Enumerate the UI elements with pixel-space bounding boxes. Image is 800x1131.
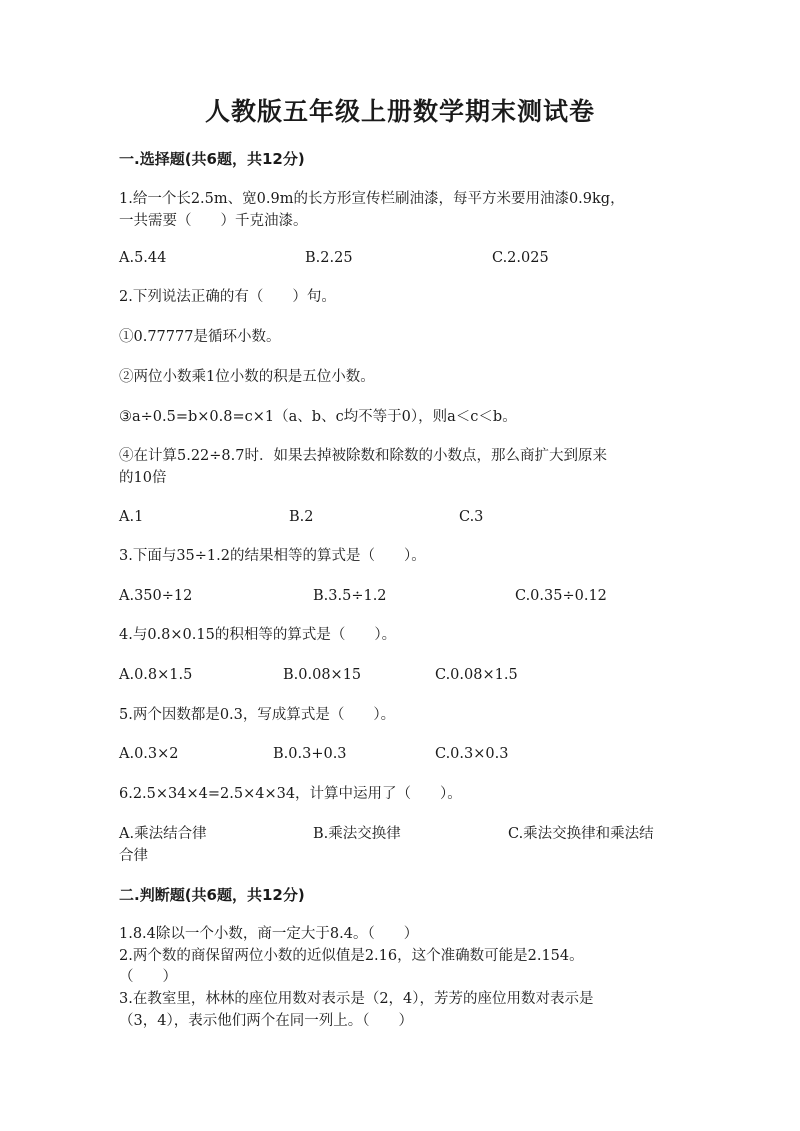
question-6-option-a: A.乘法结合律	[119, 826, 207, 842]
question-2-statement-2: ②两位小数乘1位小数的积是五位小数。	[119, 369, 375, 385]
question-2-statement-1: ①0.77777是循环小数。	[119, 329, 281, 345]
question-3-option-b: B.3.5÷1.2	[313, 588, 387, 604]
question-4-option-a: A.0.8×1.5	[119, 667, 193, 683]
question-5-option-a: A.0.3×2	[119, 746, 179, 762]
judge-question-3-cont: （3，4），表示他们两个在同一列上。（ ）	[119, 1013, 413, 1029]
question-3-option-c: C.0.35÷0.12	[515, 588, 607, 604]
judge-question-1: 1.8.4除以一个小数，商一定大于8.4。（ ）	[119, 926, 419, 942]
question-2-statement-3: ③a÷0.5=b×0.8=c×1（a、b、c均不等于0），则a＜c＜b。	[119, 409, 517, 425]
question-4-option-c: C.0.08×1.5	[435, 667, 518, 683]
section-heading-choice: 一.选择题(共6题，共12分)	[119, 150, 305, 168]
question-5-option-b: B.0.3+0.3	[273, 746, 347, 762]
section-heading-judgement: 二.判断题(共6题，共12分)	[119, 886, 305, 904]
question-1-option-c: C.2.025	[492, 250, 549, 266]
question-3-option-a: A.350÷12	[119, 588, 193, 604]
question-3-stem: 3.下面与35÷1.2的结果相等的算式是（ ）。	[119, 548, 426, 564]
question-1-option-b: B.2.25	[305, 250, 353, 266]
question-6-option-b: B.乘法交换律	[313, 826, 401, 842]
judge-question-2: 2.两个数的商保留两位小数的近似值是2.16，这个准确数可能是2.154。	[119, 948, 584, 964]
question-2-statement-4-cont: 的10倍	[119, 470, 167, 486]
question-2-option-a: A.1	[119, 509, 144, 525]
question-4-option-b: B.0.08×15	[283, 667, 362, 683]
question-1-stem-cont: 一共需要（ ）千克油漆。	[119, 213, 308, 229]
question-2-statement-4: ④在计算5.22÷8.7时．如果去掉被除数和除数的小数点，那么商扩大到原来	[119, 448, 607, 464]
question-2-option-c: C.3	[459, 509, 484, 525]
question-6-option-c-cont: 合律	[119, 848, 148, 864]
question-4-stem: 4.与0.8×0.15的积相等的算式是（ ）。	[119, 627, 397, 643]
question-2-option-b: B.2	[289, 509, 314, 525]
judge-question-3: 3.在教室里，林林的座位用数对表示是（2，4），芳芳的座位用数对表示是	[119, 991, 594, 1007]
question-1-option-a: A.5.44	[119, 250, 167, 266]
judge-question-2-cont: （ ）	[119, 969, 177, 985]
question-6-stem: 6.2.5×34×4=2.5×4×34，计算中运用了（ ）。	[119, 786, 462, 802]
question-2-stem: 2.下列说法正确的有（ ）句。	[119, 289, 336, 305]
question-6-option-c: C.乘法交换律和乘法结	[508, 826, 654, 842]
question-1-stem: 1.给一个长2.5m、宽0.9m的长方形宣传栏刷油漆，每平方米要用油漆0.9kg，	[119, 191, 625, 207]
question-5-option-c: C.0.3×0.3	[435, 746, 509, 762]
question-5-stem: 5.两个因数都是0.3，写成算式是（ ）。	[119, 707, 396, 723]
page-title: 人教版五年级上册数学期末测试卷	[204, 97, 595, 126]
